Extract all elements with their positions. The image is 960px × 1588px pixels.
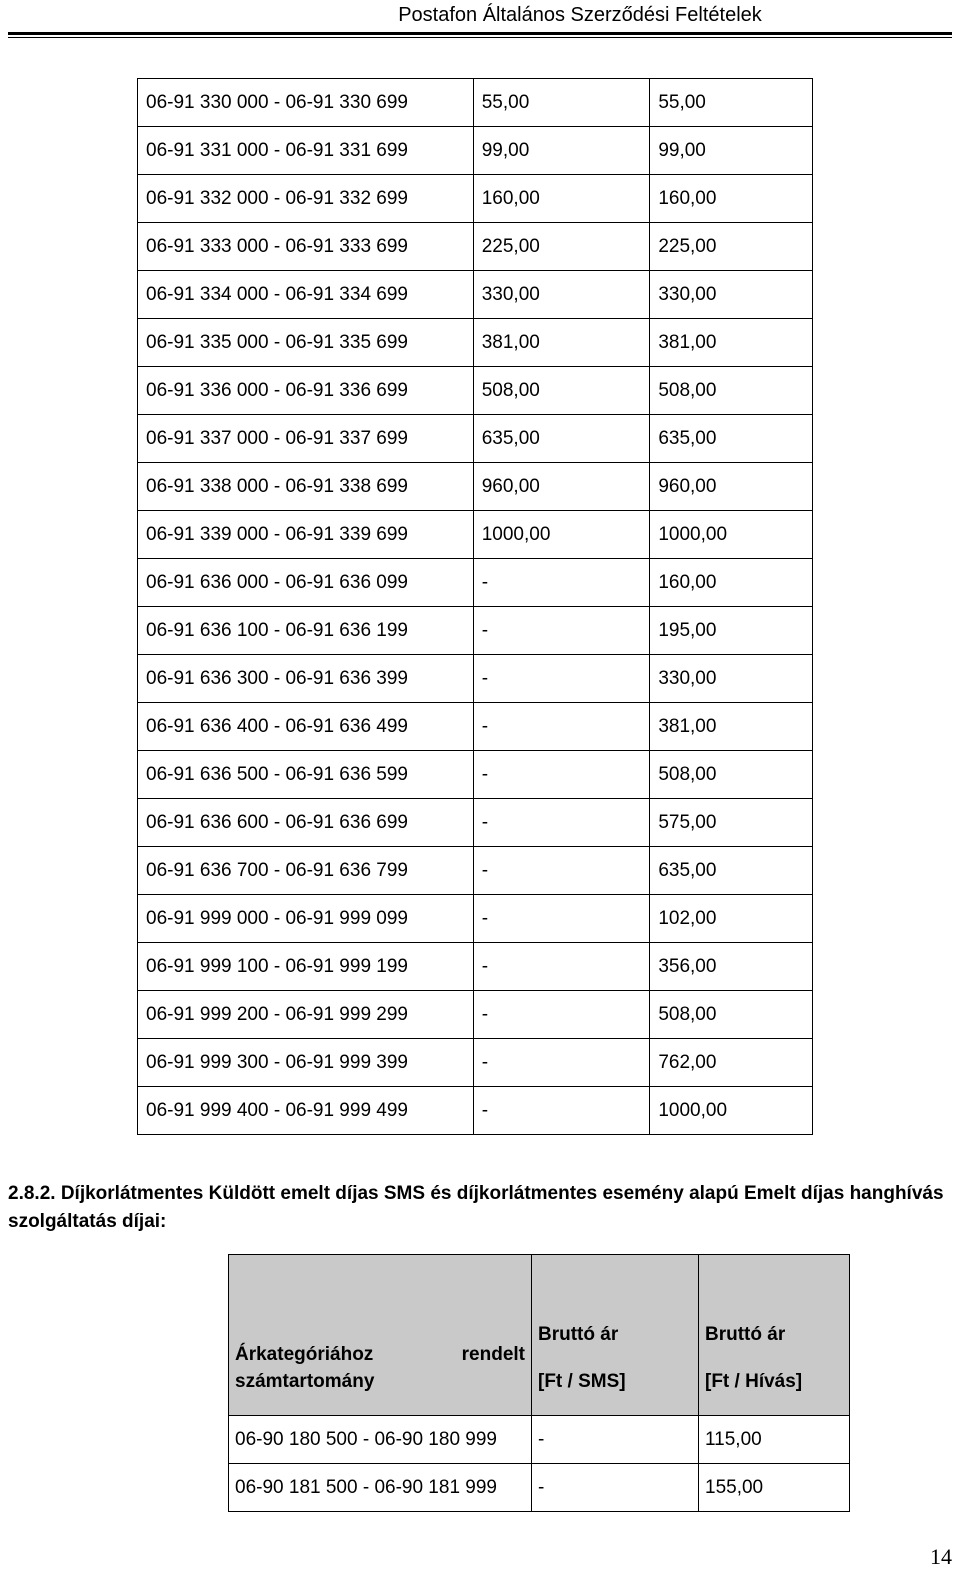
table-cell: 06-91 332 000 - 06-91 332 699 xyxy=(138,175,474,223)
table-cell: 575,00 xyxy=(650,799,813,847)
table-cell: 06-91 339 000 - 06-91 339 699 xyxy=(138,511,474,559)
table-cell: - xyxy=(473,943,650,991)
header-gross-price-sms-line1: Bruttó ár xyxy=(538,1324,619,1345)
table-cell: - xyxy=(473,991,650,1039)
table-cell: 195,00 xyxy=(650,607,813,655)
table-row xyxy=(138,367,813,415)
table-row xyxy=(138,319,813,367)
rates-table xyxy=(137,78,813,1135)
table-cell: - xyxy=(473,1087,650,1135)
table-cell: 1000,00 xyxy=(650,1087,813,1135)
table-cell: - xyxy=(473,607,650,655)
table-cell: 55,00 xyxy=(473,79,650,127)
table-cell: 1000,00 xyxy=(473,511,650,559)
table-cell: 762,00 xyxy=(650,1039,813,1087)
table-cell: 330,00 xyxy=(473,271,650,319)
table-cell: 225,00 xyxy=(650,223,813,271)
table-row xyxy=(138,511,813,559)
table-cell: 160,00 xyxy=(473,175,650,223)
table-row xyxy=(229,1416,850,1464)
document-header-title: Postafon Általános Szerződési Feltételek xyxy=(398,4,762,26)
table-cell: 06-91 999 100 - 06-91 999 199 xyxy=(138,943,474,991)
table-cell: 06-91 636 700 - 06-91 636 799 xyxy=(138,847,474,895)
table-cell: 06-91 334 000 - 06-91 334 699 xyxy=(138,271,474,319)
header-number-range-line2: számtartomány xyxy=(235,1371,375,1392)
sms-table-body xyxy=(229,1416,850,1512)
header-number-range xyxy=(229,1255,532,1416)
header-gross-price-call-line1: Bruttó ár xyxy=(705,1324,786,1345)
table-cell: 635,00 xyxy=(650,415,813,463)
table-row xyxy=(138,751,813,799)
table-cell: 06-91 331 000 - 06-91 331 699 xyxy=(138,127,474,175)
table-cell: 635,00 xyxy=(473,415,650,463)
header-gross-price-sms xyxy=(532,1255,699,1416)
table-cell: 381,00 xyxy=(650,703,813,751)
table-cell: - xyxy=(473,751,650,799)
table-cell: 06-91 999 400 - 06-91 999 499 xyxy=(138,1087,474,1135)
table-cell: 06-91 999 200 - 06-91 999 299 xyxy=(138,991,474,1039)
table-cell: 06-91 335 000 - 06-91 335 699 xyxy=(138,319,474,367)
section-heading: 2.8.2. Díjkorlátmentes Küldött emelt díjas SMS és díjkorlátmentes esemény alapú Emelt díjas hanghívás szolgáltatás díjai: xyxy=(8,1183,944,1232)
table-row xyxy=(138,991,813,1039)
table-cell: 960,00 xyxy=(473,463,650,511)
table-cell: 06-91 636 000 - 06-91 636 099 xyxy=(138,559,474,607)
table-cell: 06-91 338 000 - 06-91 338 699 xyxy=(138,463,474,511)
table-cell: 508,00 xyxy=(650,367,813,415)
table-cell: 330,00 xyxy=(650,271,813,319)
table-cell: 06-91 333 000 - 06-91 333 699 xyxy=(138,223,474,271)
table-cell: 06-91 636 400 - 06-91 636 499 xyxy=(138,703,474,751)
table-cell: 06-91 999 000 - 06-91 999 099 xyxy=(138,895,474,943)
table-cell: - xyxy=(473,847,650,895)
table-cell: 330,00 xyxy=(650,655,813,703)
table-cell: 381,00 xyxy=(650,319,813,367)
table-cell: 06-91 636 300 - 06-91 636 399 xyxy=(138,655,474,703)
table-row xyxy=(138,607,813,655)
sms-rates-table xyxy=(228,1254,850,1512)
table-cell: 155,00 xyxy=(699,1464,850,1512)
table-cell: 06-91 636 500 - 06-91 636 599 xyxy=(138,751,474,799)
table-cell: 06-91 330 000 - 06-91 330 699 xyxy=(138,79,474,127)
table-cell: 225,00 xyxy=(473,223,650,271)
table-cell: 06-91 999 300 - 06-91 999 399 xyxy=(138,1039,474,1087)
table-row xyxy=(138,463,813,511)
table-cell: 06-91 636 100 - 06-91 636 199 xyxy=(138,607,474,655)
table-cell: 960,00 xyxy=(650,463,813,511)
table-cell: 99,00 xyxy=(650,127,813,175)
table-cell: 160,00 xyxy=(650,559,813,607)
table-cell: 160,00 xyxy=(650,175,813,223)
table-cell: 06-90 181 500 - 06-90 181 999 xyxy=(229,1464,532,1512)
table-cell: 06-90 180 500 - 06-90 180 999 xyxy=(229,1416,532,1464)
table-cell: 508,00 xyxy=(650,991,813,1039)
table-cell: - xyxy=(473,895,650,943)
table-row xyxy=(138,559,813,607)
table-cell: - xyxy=(532,1416,699,1464)
table-cell: 508,00 xyxy=(650,751,813,799)
table-cell: 381,00 xyxy=(473,319,650,367)
table-cell: 99,00 xyxy=(473,127,650,175)
table-row xyxy=(138,1039,813,1087)
header-gross-price-call xyxy=(699,1255,850,1416)
table-row xyxy=(138,1087,813,1135)
table-cell: 102,00 xyxy=(650,895,813,943)
table-cell: - xyxy=(473,703,650,751)
table-row xyxy=(138,79,813,127)
table-row xyxy=(138,223,813,271)
table-row xyxy=(138,127,813,175)
table-cell: 635,00 xyxy=(650,847,813,895)
table-cell: - xyxy=(532,1464,699,1512)
table-cell: 06-91 636 600 - 06-91 636 699 xyxy=(138,799,474,847)
table-row xyxy=(138,415,813,463)
table-row xyxy=(138,703,813,751)
header-rule-thin xyxy=(8,37,952,38)
table-cell: 55,00 xyxy=(650,79,813,127)
table-cell: 06-91 336 000 - 06-91 336 699 xyxy=(138,367,474,415)
table-row xyxy=(138,847,813,895)
header-gross-price-sms-line2: [Ft / SMS] xyxy=(538,1371,626,1392)
table-cell: 1000,00 xyxy=(650,511,813,559)
table-row xyxy=(138,943,813,991)
table-cell: - xyxy=(473,559,650,607)
table-row xyxy=(138,655,813,703)
table-cell: - xyxy=(473,655,650,703)
table-cell: - xyxy=(473,799,650,847)
table-cell: 356,00 xyxy=(650,943,813,991)
table-cell: 06-91 337 000 - 06-91 337 699 xyxy=(138,415,474,463)
header-rule xyxy=(8,32,952,35)
table-row xyxy=(138,895,813,943)
table-row xyxy=(138,175,813,223)
header-number-range-word1: Árkategóriához xyxy=(235,1344,374,1365)
rates-table-body xyxy=(138,79,813,1135)
table-row xyxy=(229,1464,850,1512)
table-row xyxy=(138,799,813,847)
table-row xyxy=(138,271,813,319)
header-number-range-word2: rendelt xyxy=(461,1344,525,1365)
table-cell: - xyxy=(473,1039,650,1087)
header-gross-price-call-line2: [Ft / Hívás] xyxy=(705,1371,803,1392)
table-cell: 508,00 xyxy=(473,367,650,415)
sms-table-header-row xyxy=(229,1255,850,1416)
table-cell: 115,00 xyxy=(699,1416,850,1464)
page-number: 14 xyxy=(930,1544,952,1569)
